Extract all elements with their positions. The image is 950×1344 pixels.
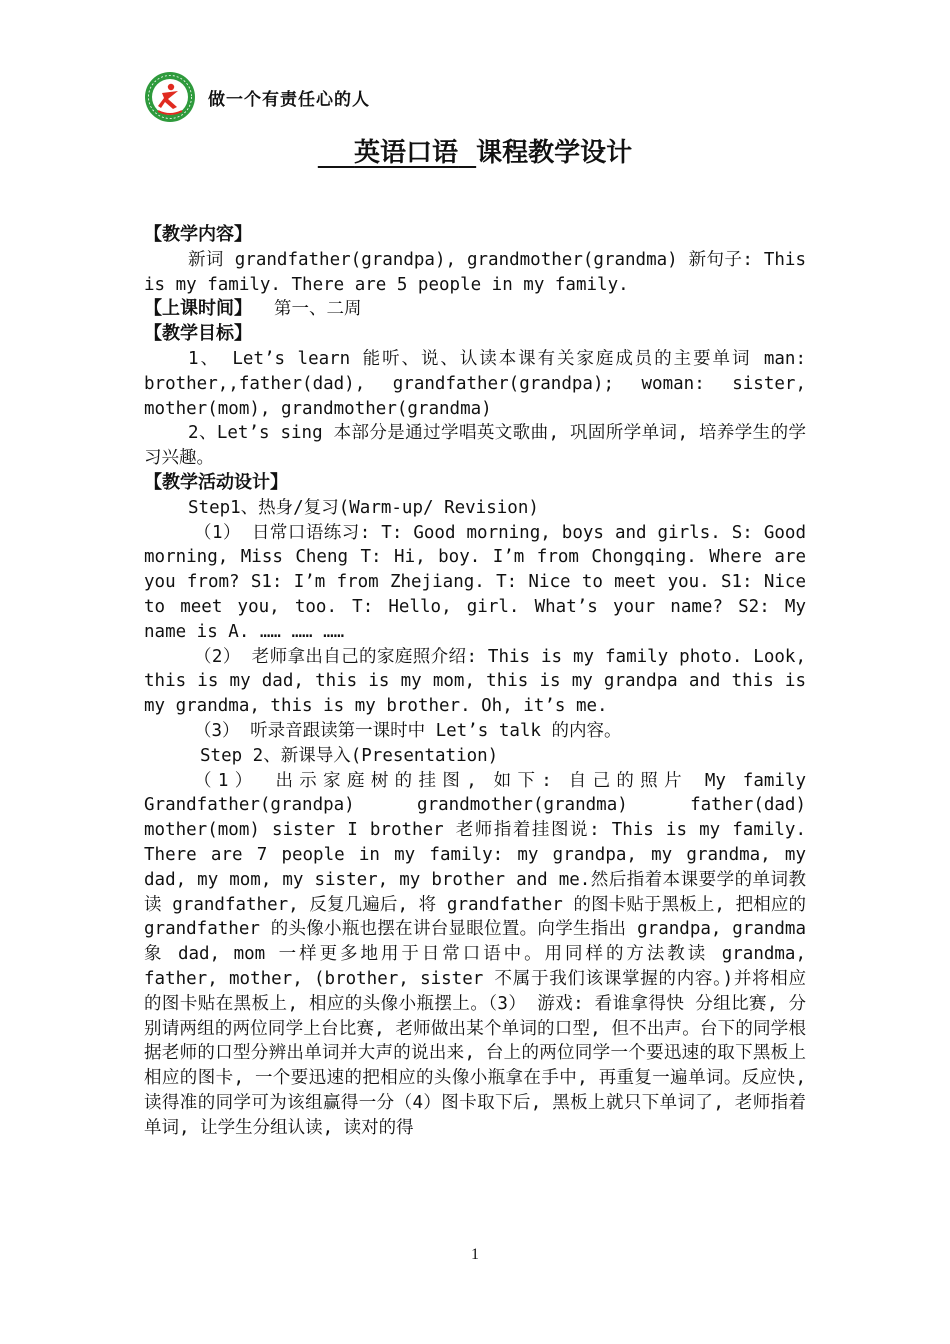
goal-item-1: 1、 Let’s learn 能听、说、认读本课有关家庭成员的主要单词 man: brother,,father(dad), grandfather(grandpa); woman: sister, mother(mom), grandmother(grandma) [144, 348, 806, 419]
document-body [144, 223, 806, 1140]
title-subject: 英语口语 [354, 138, 459, 168]
section-heading-goal: 【教学目标】 [144, 323, 252, 345]
step1-item-3: （3） 听录音跟读第一课时中 Let’s talk 的内容。 [194, 720, 622, 741]
page-header [144, 72, 370, 122]
step1-heading: Step1、热身/复习(Warm-up/ Revision) [188, 497, 539, 518]
title-rest: 课程教学设计 [476, 138, 633, 168]
step1-item-2: （2） 老师拿出自己的家庭照介绍: This is my family photo. Look, this is my dad, this is my mom, this is my grandpa and this is my grandma, this is my brother. Oh, it’s me. [144, 646, 806, 717]
goal-item-2: 2、Let’s sing 本部分是通过学唱英文歌曲, 巩固所学单词, 培养学生的学习兴趣。 [144, 423, 806, 469]
page-number: 1 [471, 1246, 479, 1263]
document-title [0, 132, 950, 169]
section-heading-activity: 【教学活动设计】 [144, 471, 288, 493]
section-heading-time: 【上课时间】 [144, 298, 252, 320]
step1-item-1: （1） 日常口语练习: T: Good morning, boys and girls. S: Good morning, Miss Cheng T: Hi, boy. I’m from Chongqing. Where are you from? S1: I’m from Zhejiang. T: Nice to meet you. S1: Nice to meet you, too. T: Hello, girl. What’s your name? S2: My name is A. …… …… …… [144, 522, 806, 642]
section-heading-content: 【教学内容】 [144, 224, 252, 245]
content-text: 新词 grandfather(grandpa), grandmother(grandma) 新句子: This is my family. There are 5 people in my family. [144, 249, 806, 295]
school-motto: 做一个有责任心的人 [208, 89, 370, 110]
time-value: 第一、二周 [274, 299, 362, 320]
school-logo-icon [144, 71, 196, 123]
time-line [144, 297, 806, 322]
step2-item-1: （1） 出示家庭树的挂图, 如下: 自己的照片 My family Grandfather(grandpa) grandmother(grandma) father(dad) mother(mom) sister I brother 老师指着挂图说: This is my family. There are 7 people in my family: my grandpa, my grandma, my dad, my mom, my sister, my brother and me.然后指着本课要学的单词教读 grandfather, 反复几遍后, 将 grandfather 的图卡贴于黑板上, 把相应的 grandfather 的头像小瓶也摆在讲台显眼位置。向学生指出 grandpa, grandma 象 dad, mom 一样更多地用于日常口语中。用同样的方法教读 grandma, father, mother, (brother, sister 不属于我们该课掌握的内容。)并将相应的图卡贴在黑板上, 相应的头像小瓶摆上。（3） 游戏: 看谁拿得快 分组比赛, 分别请两组的两位同学上台比赛, 老师做出某个单词的口型, 但不出声。台下的同学根据老师的口型分辨出单词并大声的说出来, 台上的两位同学一个要迅速的取下黑板上相应的图卡, 一个要迅速的把相应的头像小瓶拿在手中, 再重复一遍单词。反应快, 读得准的同学可为该组赢得一分（4）图卡取下后, 黑板上就只下单词了, 老师指着单词, 让学生分组认读, 读对的得 [144, 770, 806, 1138]
step2-heading: Step 2、新课导入(Presentation) [200, 745, 499, 766]
